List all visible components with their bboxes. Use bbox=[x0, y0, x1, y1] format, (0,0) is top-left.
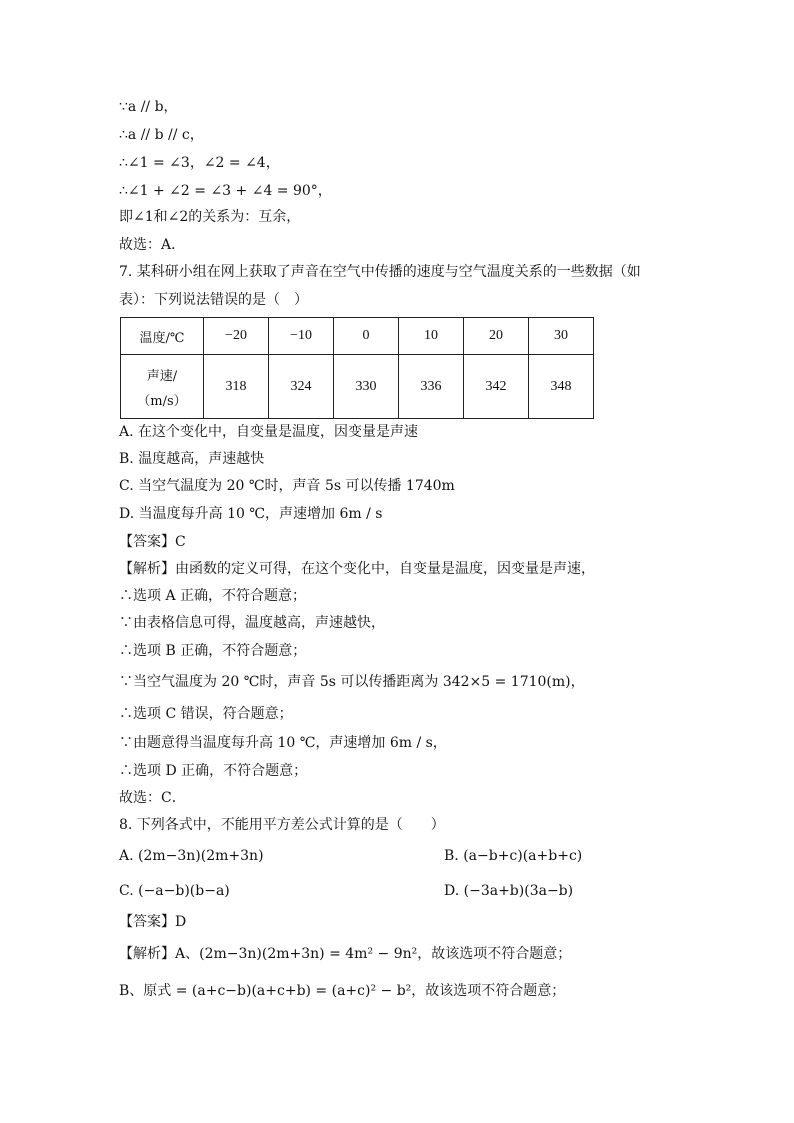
text-line: ∵a // b， bbox=[119, 99, 178, 115]
table-row bbox=[121, 355, 594, 419]
question-7-stem: 表）：下列说法错误的是（ ） bbox=[119, 292, 308, 308]
question-8-stem: 8. 下列各式中，不能用平方差公式计算的是（ ） bbox=[119, 817, 445, 833]
table-cell: 0 bbox=[334, 318, 399, 355]
analysis-line: ∵当空气温度为 20 ℃时，声音 5s 可以传播距离为 342×5 = 1710(m)， bbox=[119, 674, 585, 690]
table-row bbox=[121, 318, 594, 355]
analysis-line: ∴选项 D 正确，不符合题意； bbox=[119, 763, 308, 779]
table-cell: −10 bbox=[269, 318, 334, 355]
table-cell: 20 bbox=[464, 318, 529, 355]
analysis-line: ∵由题意得当温度每升高 10 ℃，声速增加 6m / s， bbox=[119, 735, 447, 751]
text-line: 即∠1和∠2的关系为：互余， bbox=[119, 209, 301, 225]
option-a: A. (2m−3n)(2m+3n) bbox=[119, 848, 264, 864]
analysis-line: ∴选项 B 正确，不符合题意； bbox=[119, 643, 307, 659]
table-header-cell bbox=[121, 355, 204, 419]
table-cell: 348 bbox=[529, 355, 594, 419]
analysis-line: B、原式 = (a+c−b)(a+c+b) = (a+c)² − b²，故该选项不符合题意； bbox=[119, 983, 566, 999]
analysis-line: 【解析】A、(2m−3n)(2m+3n) = 4m² − 9n²，故该选项不符合题意； bbox=[119, 946, 572, 962]
table-cell: 330 bbox=[334, 355, 399, 419]
row-label-line: 声速/ bbox=[146, 368, 178, 384]
analysis-line: ∴选项 C 错误，符合题意； bbox=[119, 706, 293, 722]
table-cell: 318 bbox=[204, 355, 269, 419]
text-line: ∴∠1 + ∠2 = ∠3 + ∠4 = 90°， bbox=[119, 183, 332, 199]
row-label-line: （m/s） bbox=[137, 393, 187, 409]
option-a: A. 在这个变化中，自变量是温度，因变量是声速 bbox=[119, 424, 419, 440]
table-cell: 324 bbox=[269, 355, 334, 419]
table-cell: 30 bbox=[529, 318, 594, 355]
option-c: C. (−a−b)(b−a) bbox=[119, 883, 230, 899]
option-d: D. (−3a+b)(3a−b) bbox=[444, 883, 574, 899]
table-cell: 342 bbox=[464, 355, 529, 419]
option-c: C. 当空气温度为 20 ℃时，声音 5s 可以传播 1740m bbox=[119, 478, 455, 494]
table-cell: −20 bbox=[204, 318, 269, 355]
option-d: D. 当温度每升高 10 ℃，声速增加 6m / s bbox=[119, 506, 383, 522]
analysis-line: ∴选项 A 正确，不符合题意； bbox=[119, 588, 307, 604]
table-header-cell: 温度/℃ bbox=[121, 318, 204, 355]
temperature-speed-table bbox=[120, 317, 594, 419]
analysis-line: 故选：C． bbox=[119, 790, 186, 806]
table-cell: 336 bbox=[399, 355, 464, 419]
question-7-stem: 7. 某科研小组在网上获取了声音在空气中传播的速度与空气温度关系的一些数据（如 bbox=[119, 264, 641, 280]
table-cell: 10 bbox=[399, 318, 464, 355]
text-line: ∴∠1 = ∠3，∠2 = ∠4， bbox=[119, 155, 280, 171]
text-line: ∴a // b // c， bbox=[119, 127, 204, 143]
analysis-line: 【解析】由函数的定义可得，在这个变化中，自变量是温度，因变量是声速， bbox=[119, 561, 595, 577]
answer-label: 【答案】D bbox=[119, 914, 187, 930]
option-b: B. 温度越高，声速越快 bbox=[119, 451, 265, 467]
answer-label: 【答案】C bbox=[119, 534, 186, 550]
text-line: 故选：A． bbox=[119, 237, 186, 253]
option-b: B. (a−b+c)(a+b+c) bbox=[444, 848, 583, 864]
analysis-line: ∵由表格信息可得，温度越高，声速越快， bbox=[119, 615, 385, 631]
